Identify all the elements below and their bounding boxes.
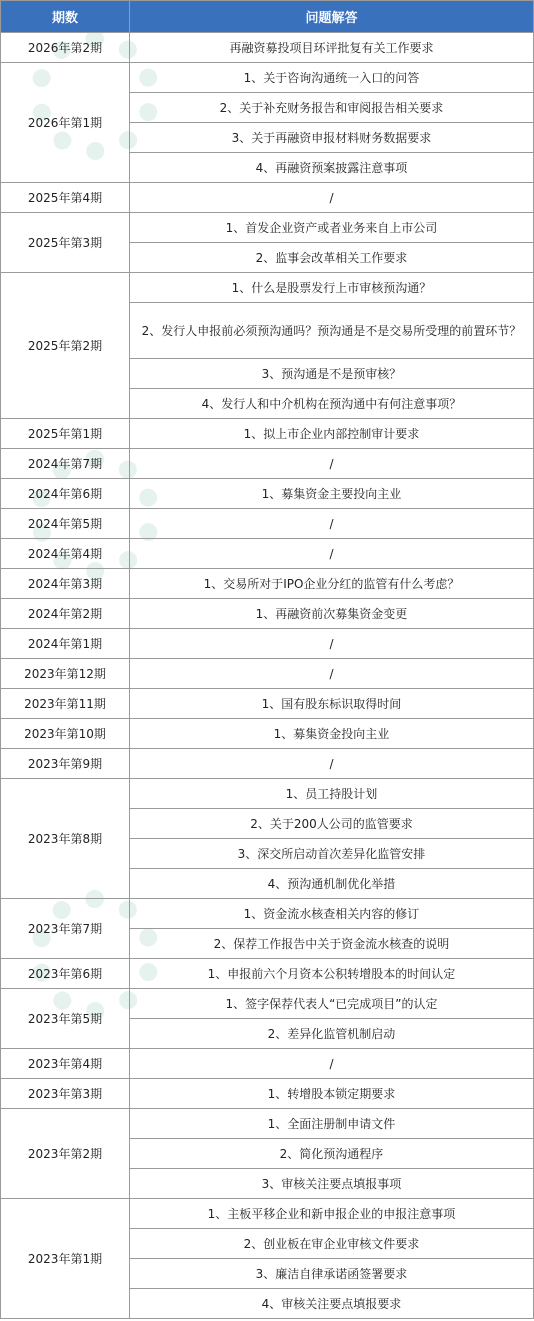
answer-cell: 2、创业板在审企业审核文件要求 — [130, 1229, 534, 1259]
period-cell: 2023年第2期 — [1, 1109, 130, 1199]
table-row — [1, 569, 534, 599]
table-row — [1, 479, 534, 509]
table-row — [1, 779, 534, 809]
period-cell: 2024年第4期 — [1, 539, 130, 569]
answer-cell: 3、审核关注要点填报事项 — [130, 1169, 534, 1199]
table-row — [1, 989, 534, 1019]
answer-cell: / — [130, 1049, 534, 1079]
table-row — [1, 449, 534, 479]
table-body — [1, 33, 534, 1319]
table-row — [1, 749, 534, 779]
period-cell: 2026年第1期 — [1, 63, 130, 183]
answer-cell: 1、主板平移企业和新申报企业的申报注意事项 — [130, 1199, 534, 1229]
period-cell: 2023年第6期 — [1, 959, 130, 989]
answer-cell: 1、首发企业资产或者业务来自上市公司 — [130, 213, 534, 243]
period-cell: 2025年第2期 — [1, 273, 130, 419]
period-cell: 2024年第3期 — [1, 569, 130, 599]
answer-cell: 1、募集资金投向主业 — [130, 719, 534, 749]
table-row — [1, 539, 534, 569]
answer-cell: 1、资金流水核查相关内容的修订 — [130, 899, 534, 929]
table-row — [1, 659, 534, 689]
table-row — [1, 719, 534, 749]
answer-cell: 2、简化预沟通程序 — [130, 1139, 534, 1169]
answer-cell: / — [130, 629, 534, 659]
table-row — [1, 689, 534, 719]
answer-cell: 3、廉洁自律承诺函签署要求 — [130, 1259, 534, 1289]
answer-cell: 1、全面注册制申请文件 — [130, 1109, 534, 1139]
answer-cell: 1、关于咨询沟通统一入口的问答 — [130, 63, 534, 93]
answer-cell: 再融资募投项目环评批复有关工作要求 — [130, 33, 534, 63]
answer-cell: 4、预沟通机制优化举措 — [130, 869, 534, 899]
answer-cell: 2、关于200人公司的监管要求 — [130, 809, 534, 839]
table-row — [1, 1079, 534, 1109]
answer-cell: 3、预沟通是不是预审核？ — [130, 359, 534, 389]
table-row — [1, 1049, 534, 1079]
answer-cell: 4、发行人和中介机构在预沟通中有何注意事项？ — [130, 389, 534, 419]
table-row — [1, 509, 534, 539]
table-row — [1, 273, 534, 303]
answer-cell: / — [130, 539, 534, 569]
answer-cell: 2、差异化监管机制启动 — [130, 1019, 534, 1049]
period-cell: 2023年第11期 — [1, 689, 130, 719]
period-cell: 2024年第2期 — [1, 599, 130, 629]
answer-cell: 1、国有股东标识取得时间 — [130, 689, 534, 719]
answer-cell: 1、签字保荐代表人“已完成项目”的认定 — [130, 989, 534, 1019]
period-cell: 2023年第9期 — [1, 749, 130, 779]
answer-cell: / — [130, 749, 534, 779]
answer-cell: 4、再融资预案披露注意事项 — [130, 153, 534, 183]
answer-cell: 1、交易所对于IPO企业分红的监管有什么考虑？ — [130, 569, 534, 599]
period-cell: 2025年第4期 — [1, 183, 130, 213]
table-row — [1, 599, 534, 629]
table-row — [1, 899, 534, 929]
answer-cell: 2、关于补充财务报告和审阅报告相关要求 — [130, 93, 534, 123]
period-cell: 2024年第6期 — [1, 479, 130, 509]
table-row — [1, 1199, 534, 1229]
period-cell: 2023年第7期 — [1, 899, 130, 959]
column-header-answer: 问题解答 — [130, 1, 534, 33]
table-row — [1, 63, 534, 93]
answer-cell: 1、什么是股票发行上市审核预沟通？ — [130, 273, 534, 303]
answer-cell: 3、深交所启动首次差异化监管安排 — [130, 839, 534, 869]
period-cell: 2023年第3期 — [1, 1079, 130, 1109]
table-row — [1, 183, 534, 213]
table-row — [1, 629, 534, 659]
answer-cell: 1、再融资前次募集资金变更 — [130, 599, 534, 629]
period-cell: 2023年第1期 — [1, 1199, 130, 1319]
answer-cell: 1、拟上市企业内部控制审计要求 — [130, 419, 534, 449]
answer-cell: 3、关于再融资申报材料财务数据要求 — [130, 123, 534, 153]
answer-cell: 2、保荐工作报告中关于资金流水核查的说明 — [130, 929, 534, 959]
answer-cell: 2、发行人申报前必须预沟通吗？预沟通是不是交易所受理的前置环节？ — [130, 303, 534, 359]
column-header-period: 期数 — [1, 1, 130, 33]
period-cell: 2023年第12期 — [1, 659, 130, 689]
answer-cell: 4、审核关注要点填报要求 — [130, 1289, 534, 1319]
period-cell: 2024年第7期 — [1, 449, 130, 479]
answer-cell: / — [130, 449, 534, 479]
period-cell: 2024年第5期 — [1, 509, 130, 539]
period-cell: 2024年第1期 — [1, 629, 130, 659]
table-row — [1, 959, 534, 989]
table-header-row — [1, 1, 534, 33]
answer-cell: 2、监事会改革相关工作要求 — [130, 243, 534, 273]
period-cell: 2025年第3期 — [1, 213, 130, 273]
table-row — [1, 419, 534, 449]
period-cell: 2026年第2期 — [1, 33, 130, 63]
answer-cell: 1、募集资金主要投向主业 — [130, 479, 534, 509]
answer-cell: 1、申报前六个月资本公积转增股本的时间认定 — [130, 959, 534, 989]
table-row — [1, 1109, 534, 1139]
period-cell: 2025年第1期 — [1, 419, 130, 449]
answer-cell: 1、转增股本锁定期要求 — [130, 1079, 534, 1109]
period-cell: 2023年第10期 — [1, 719, 130, 749]
period-cell: 2023年第8期 — [1, 779, 130, 899]
period-cell: 2023年第5期 — [1, 989, 130, 1049]
answer-cell: / — [130, 509, 534, 539]
period-cell: 2023年第4期 — [1, 1049, 130, 1079]
answer-cell: / — [130, 183, 534, 213]
table-row — [1, 33, 534, 63]
answer-cell: / — [130, 659, 534, 689]
answer-cell: 1、员工持股计划 — [130, 779, 534, 809]
table-row — [1, 213, 534, 243]
